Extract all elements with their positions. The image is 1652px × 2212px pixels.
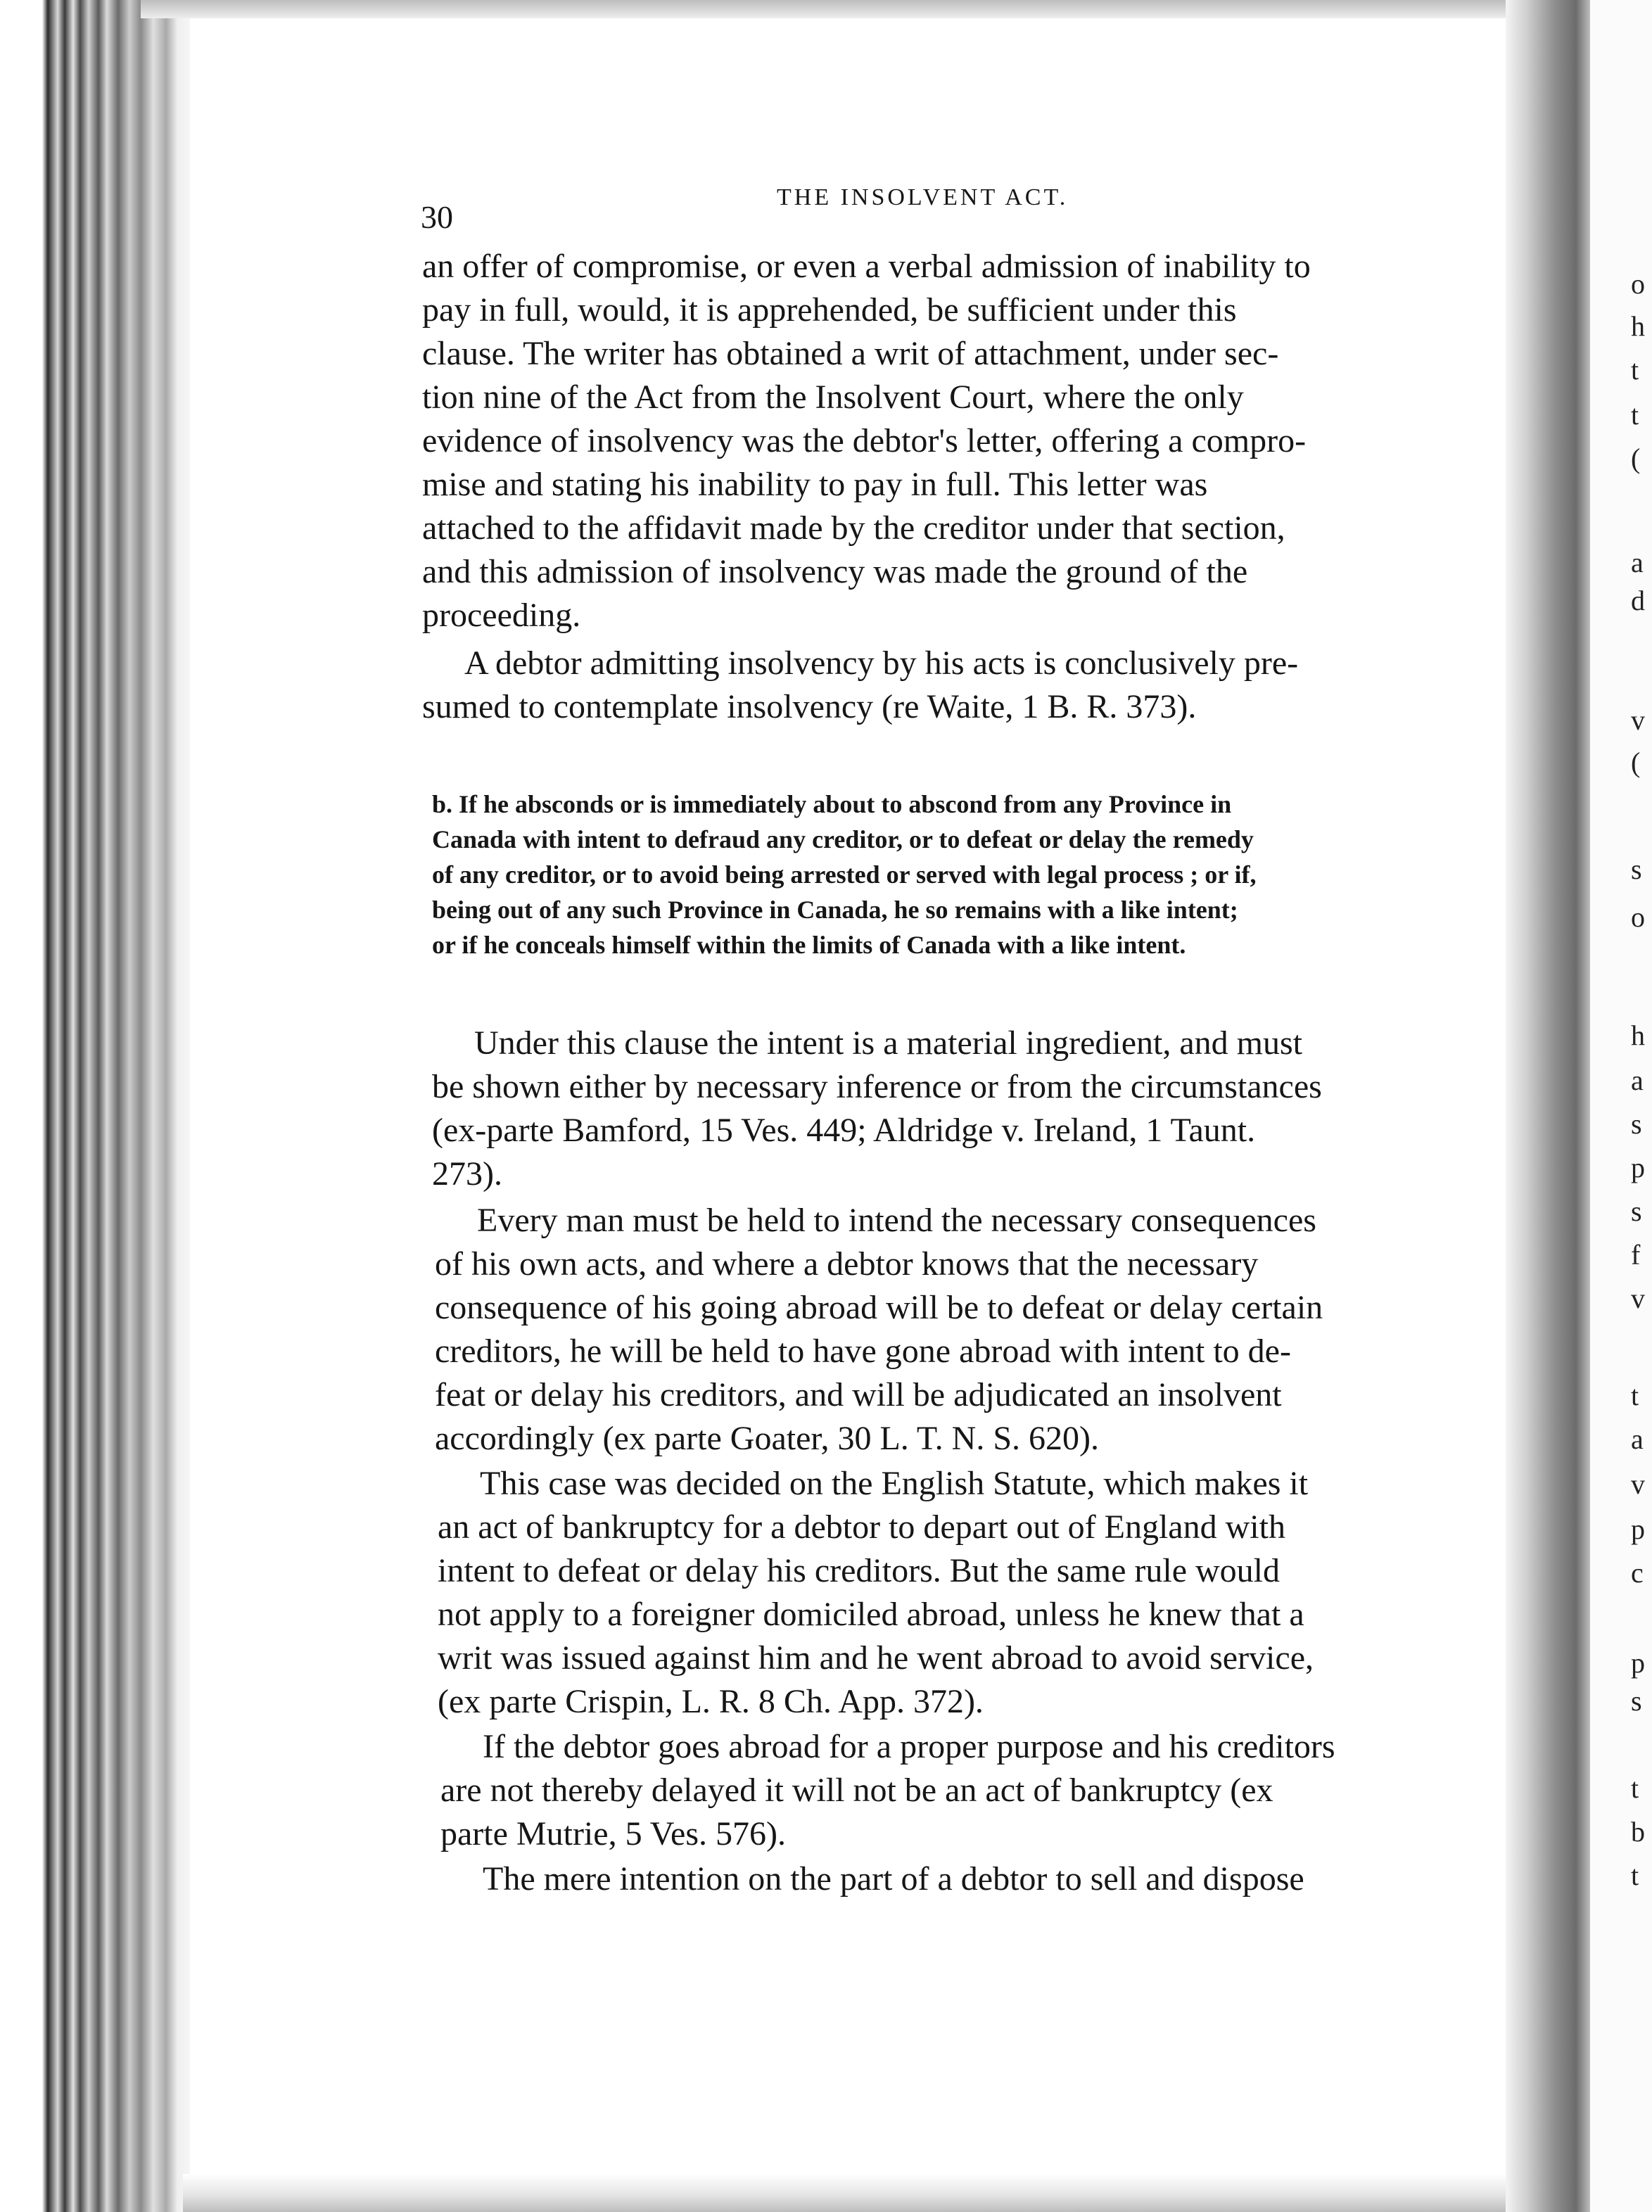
gutter-shadow: [1506, 0, 1590, 2212]
paragraph: [438, 1462, 1465, 1724]
text-line: attached to the affidavit made by the creditor under that section,: [422, 509, 1285, 547]
facing-letter: (: [1631, 443, 1641, 474]
facing-letter: o: [1631, 268, 1645, 300]
page-top-edge: [141, 0, 1548, 18]
paragraph: [440, 1857, 1468, 1901]
text-line: intent to defeat or delay his creditors. But the same rule would: [438, 1552, 1280, 1589]
clause-line: or if he conceals himself within the limits of Canada with a like intent.: [432, 931, 1186, 959]
facing-letter: s: [1631, 1685, 1642, 1717]
facing-letter: d: [1631, 585, 1645, 616]
facing-letter: a: [1631, 547, 1644, 578]
facing-letter: p: [1631, 1647, 1645, 1679]
facing-letter: s: [1631, 853, 1642, 885]
text-line: feat or delay his creditors, and will be adjudicated an insolvent: [435, 1376, 1282, 1413]
text-line: If the debtor goes abroad for a proper purpose and his creditors: [483, 1728, 1335, 1765]
text-line: consequence of his going abroad will be to defeat or delay certain: [435, 1289, 1323, 1326]
facing-letter: v: [1631, 1468, 1645, 1500]
text-line: mise and stating his inability to pay in full. This letter was: [422, 466, 1208, 503]
facing-letter: v: [1631, 1283, 1645, 1314]
text-line: parte Mutrie, 5 Ves. 576).: [440, 1815, 787, 1852]
facing-letter: b: [1631, 1816, 1645, 1848]
text-line: accordingly (ex parte Goater, 30 L. T. N. S. 620).: [435, 1420, 1100, 1457]
text-line: (ex parte Crispin, L. R. 8 Ch. App. 372).: [438, 1683, 984, 1720]
facing-letter: (: [1631, 746, 1641, 778]
paragraph-continuation: [422, 245, 1449, 637]
text-line: (ex-parte Bamford, 15 Ves. 449; Aldridge v. Ireland, 1 Taunt.: [432, 1112, 1256, 1149]
facing-letter: a: [1631, 1064, 1644, 1096]
text-line: and this admission of insolvency was made the ground of the: [422, 553, 1248, 590]
facing-letter: p: [1631, 1513, 1645, 1545]
text-line: A debtor admitting insolvency by his acts is conclusively pre-: [464, 644, 1299, 682]
text-line: 273).: [432, 1155, 502, 1193]
facing-letter: t: [1631, 1860, 1639, 1891]
text-line: sumed to contemplate insolvency (re Waite, 1 B. R. 373).: [422, 688, 1197, 725]
facing-letter: f: [1631, 1239, 1641, 1271]
text-line: writ was issued against him and he went abroad to avoid service,: [438, 1639, 1314, 1677]
running-head: THE INSOLVENT ACT.: [777, 184, 1069, 210]
paragraph: [440, 1725, 1468, 1856]
facing-letter: h: [1631, 1019, 1645, 1051]
text-line: be shown either by necessary inference or from the circumstances: [432, 1068, 1322, 1105]
book-binding-edge: [0, 0, 190, 2212]
statute-clause-b: [432, 787, 1257, 962]
facing-letter: p: [1631, 1152, 1645, 1183]
text-line: Every man must be held to intend the necessary consequences: [477, 1202, 1316, 1239]
clause-line: being out of any such Province in Canada, he so remains with a like intent;: [432, 896, 1238, 924]
facing-letter: s: [1631, 1195, 1642, 1227]
clause-line: of any creditor, or to avoid being arrested or served with legal process ; or if,: [432, 860, 1257, 889]
text-line: an act of bankruptcy for a debtor to depart out of England with: [438, 1508, 1285, 1546]
text-line: The mere intention on the part of a debtor to sell and dispose: [483, 1860, 1304, 1898]
facing-letter: c: [1631, 1557, 1644, 1589]
facing-letter: t: [1631, 1772, 1639, 1804]
text-line: an offer of compromise, or even a verbal admission of inability to: [422, 248, 1311, 285]
text-line: This case was decided on the English Statute, which makes it: [480, 1465, 1309, 1502]
text-line: Under this clause the intent is a material ingredient, and must: [474, 1024, 1303, 1062]
text-line: proceeding.: [422, 597, 581, 634]
page-bottom-edge: [183, 2174, 1506, 2212]
text-line: clause. The writer has obtained a writ of attachment, under sec-: [422, 335, 1279, 372]
facing-letter: o: [1631, 901, 1645, 933]
page-number: 30: [421, 199, 453, 235]
paragraph: [435, 1199, 1462, 1461]
paragraph: [432, 1022, 1459, 1196]
text-line: not apply to a foreigner domiciled abroad, unless he knew that a: [438, 1596, 1304, 1633]
facing-letter: a: [1631, 1423, 1644, 1455]
text-line: are not thereby delayed it will not be an act of bankruptcy (ex: [440, 1772, 1273, 1809]
facing-letter: s: [1631, 1108, 1642, 1140]
text-line: pay in full, would, it is apprehended, be sufficient under this: [422, 291, 1237, 329]
facing-letter: t: [1631, 399, 1639, 431]
facing-letter: h: [1631, 310, 1645, 342]
facing-letter: v: [1631, 704, 1645, 736]
clause-line: b. If he absconds or is immediately about to abscond from any Province in: [432, 790, 1232, 818]
facing-letter: t: [1631, 354, 1639, 386]
text-line: evidence of insolvency was the debtor's letter, offering a compro-: [422, 422, 1307, 459]
text-line: tion nine of the Act from the Insolvent Court, where the only: [422, 379, 1244, 416]
paragraph: [422, 642, 1449, 729]
text-line: of his own acts, and where a debtor knows that the necessary: [435, 1245, 1259, 1283]
facing-letter: t: [1631, 1380, 1639, 1411]
text-line: creditors, he will be held to have gone abroad with intent to de-: [435, 1333, 1291, 1370]
clause-line: Canada with intent to defraud any creditor, or to defeat or delay the remedy: [432, 825, 1254, 853]
